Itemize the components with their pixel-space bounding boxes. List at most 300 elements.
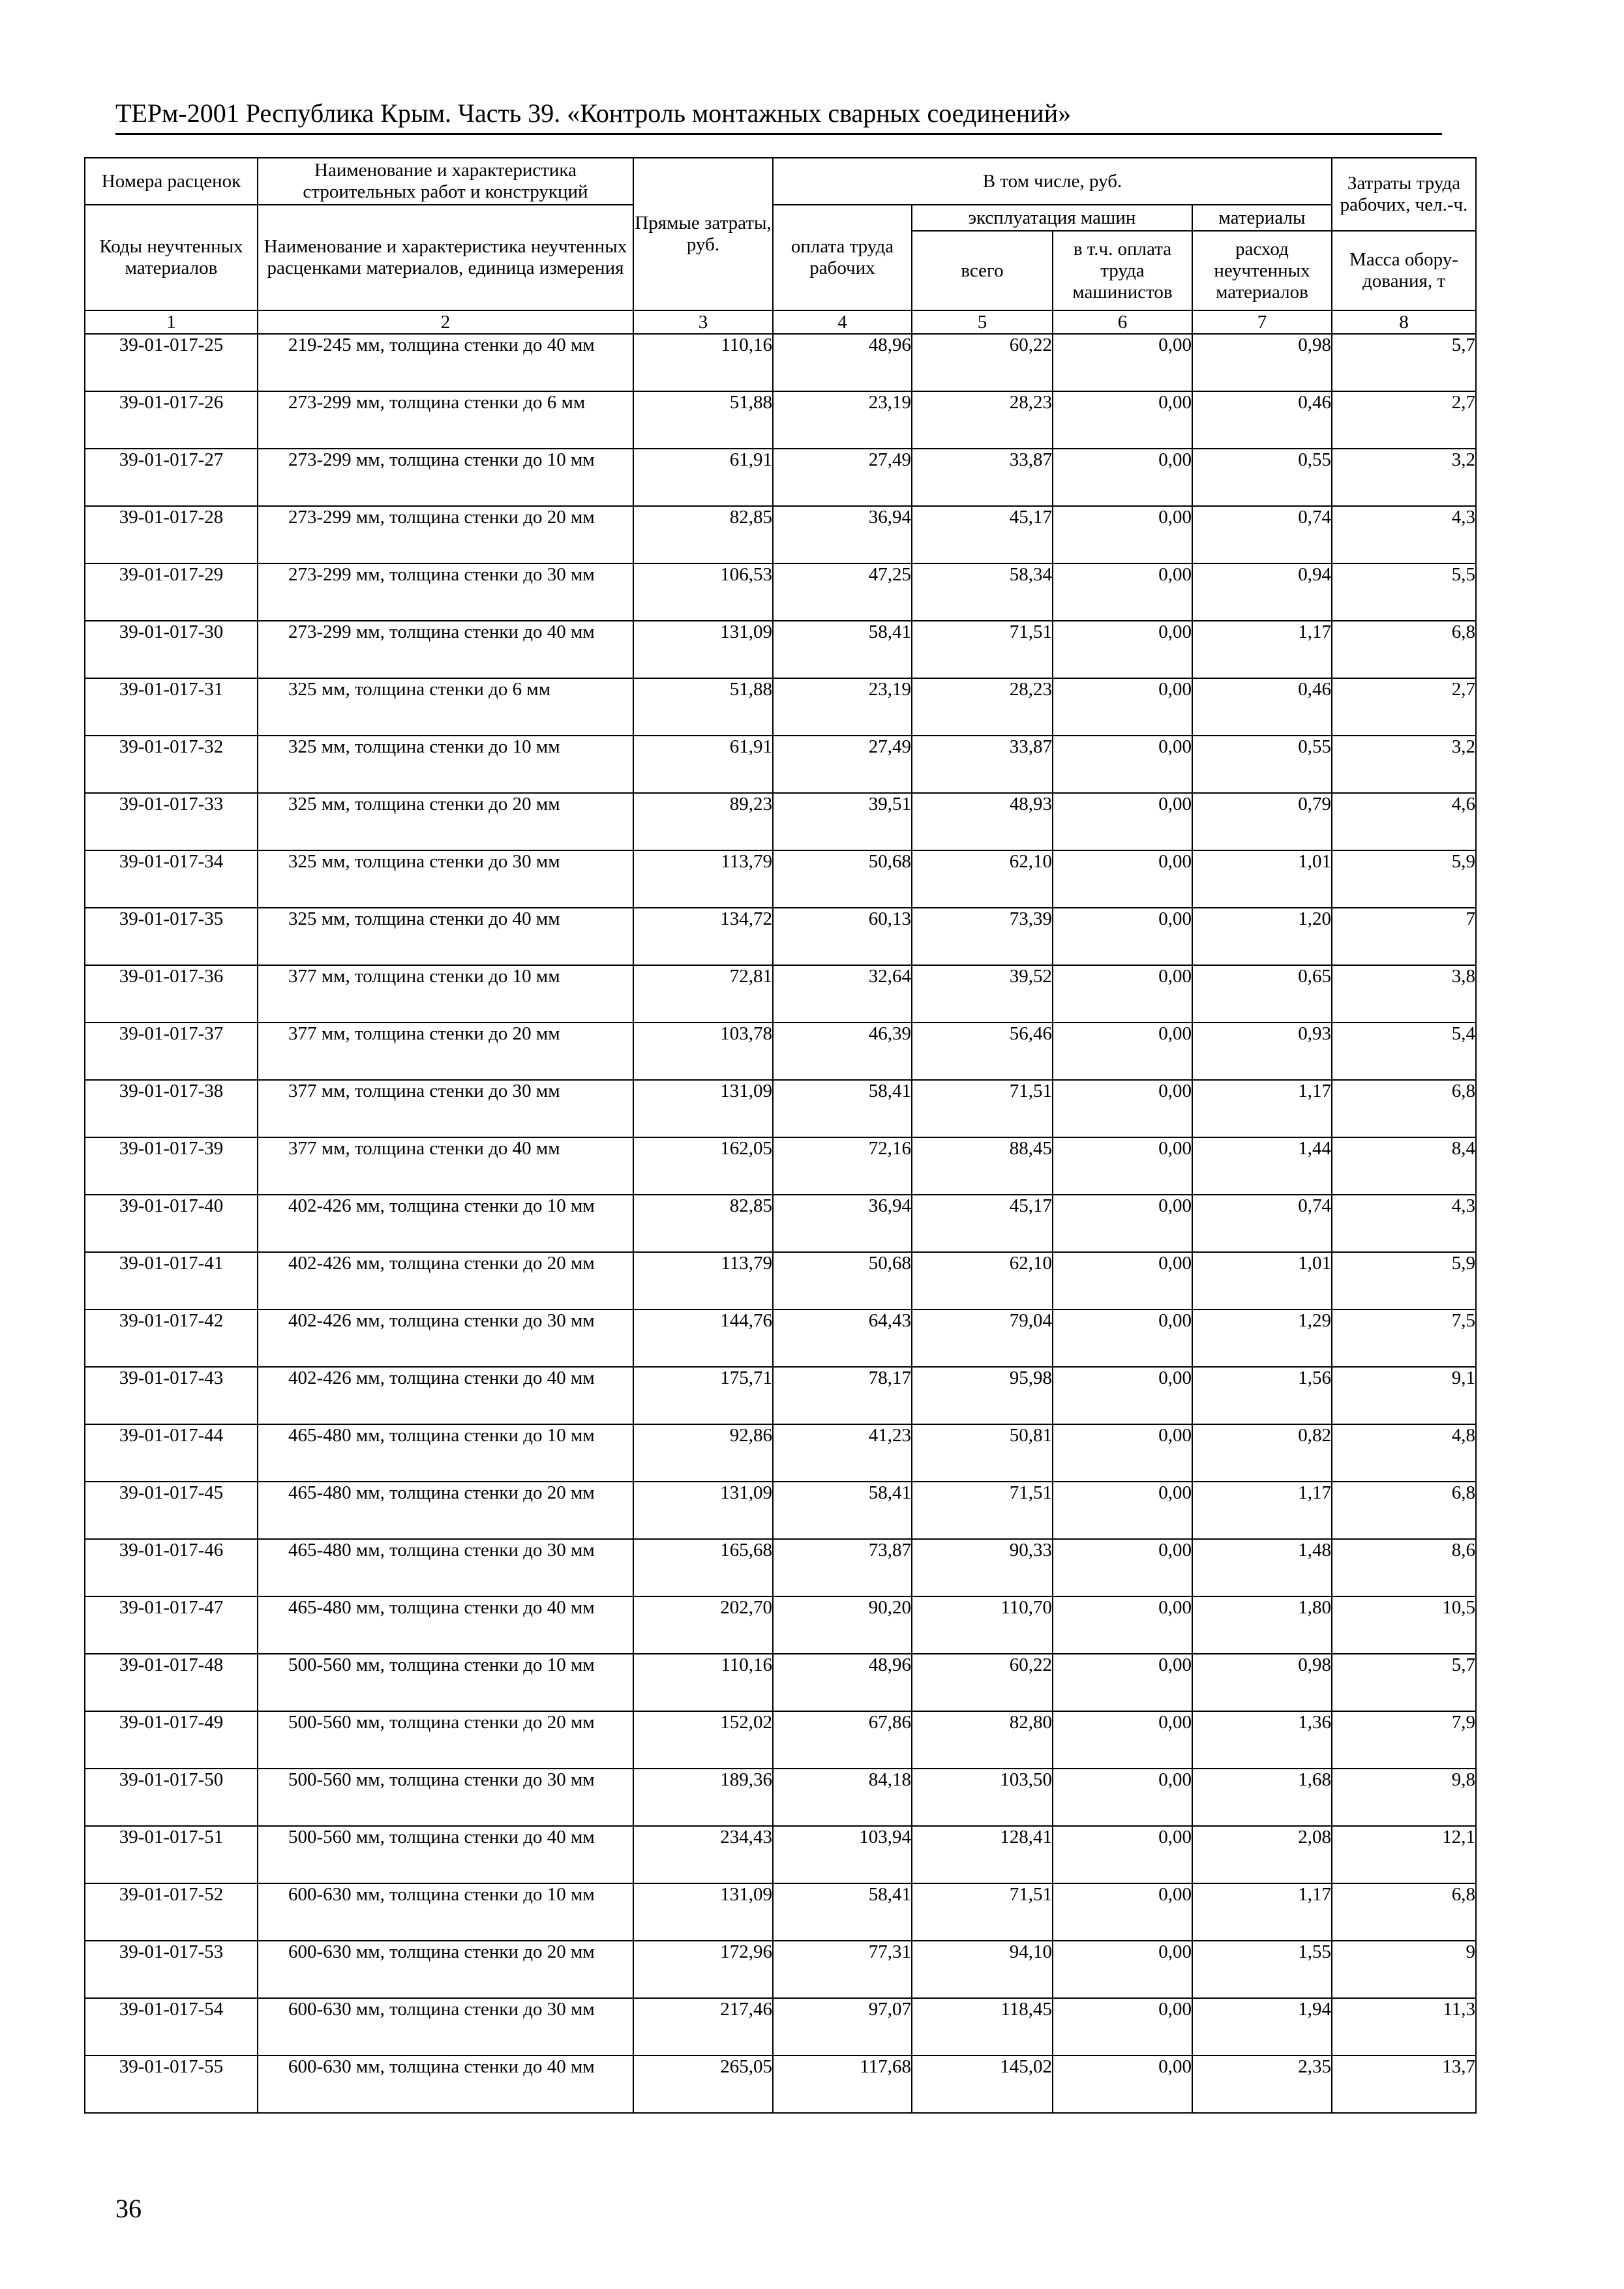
wages-cell: 58,41 <box>773 621 912 678</box>
rate-code-cell: 39-01-017-27 <box>85 449 258 506</box>
direct-costs-cell: 82,85 <box>633 1195 773 1252</box>
machine-operation-cell: 118,45 <box>912 1998 1053 2056</box>
labor-costs-cell: 10,5 <box>1332 1596 1476 1654</box>
work-description-text: 600-630 мм, толщина стенки до 20 мм <box>288 1941 595 1962</box>
labor-costs-cell: 5,5 <box>1332 563 1476 621</box>
rate-code-cell: 39-01-017-54 <box>85 1998 258 2056</box>
table-row <box>85 1883 1476 1941</box>
materials-cell: 1,36 <box>1192 1711 1332 1769</box>
rate-code-cell: 39-01-017-35 <box>85 908 258 965</box>
direct-costs-cell: 51,88 <box>633 678 773 736</box>
work-description-text: 377 мм, толщина стенки до 20 мм <box>288 1023 560 1044</box>
table-row <box>85 965 1476 1023</box>
labor-costs-cell: 13,7 <box>1332 2056 1476 2113</box>
column-number: 6 <box>1053 310 1192 334</box>
materials-cell: 0,79 <box>1192 793 1332 850</box>
work-description-text: 465-480 мм, толщина стенки до 40 мм <box>288 1597 595 1618</box>
labor-costs-cell: 5,9 <box>1332 1252 1476 1309</box>
header-material-codes: Коды неучтенных материалов <box>85 205 258 310</box>
labor-costs-cell: 4,3 <box>1332 506 1476 563</box>
wages-cell: 47,25 <box>773 563 912 621</box>
wages-cell: 77,31 <box>773 1941 912 1998</box>
work-description-cell <box>258 1769 633 1826</box>
work-description-text: 377 мм, толщина стенки до 40 мм <box>288 1138 560 1159</box>
machine-operation-cell: 71,51 <box>912 1482 1053 1539</box>
machine-wages-cell: 0,00 <box>1053 1309 1192 1367</box>
work-description-text: 273-299 мм, толщина стенки до 6 мм <box>288 392 586 413</box>
table-row <box>85 621 1476 678</box>
rate-code-cell: 39-01-017-37 <box>85 1023 258 1080</box>
wages-cell: 97,07 <box>773 1998 912 2056</box>
wages-cell: 23,19 <box>773 678 912 736</box>
machine-operation-cell: 45,17 <box>912 1195 1053 1252</box>
labor-costs-cell: 6,8 <box>1332 1883 1476 1941</box>
labor-costs-cell: 6,8 <box>1332 621 1476 678</box>
rate-code-cell: 39-01-017-26 <box>85 391 258 449</box>
column-number: 2 <box>258 310 633 334</box>
wages-cell: 46,39 <box>773 1023 912 1080</box>
rate-code-cell: 39-01-017-32 <box>85 736 258 793</box>
machine-operation-cell: 82,80 <box>912 1711 1053 1769</box>
materials-cell: 0,46 <box>1192 391 1332 449</box>
wages-cell: 58,41 <box>773 1482 912 1539</box>
work-description-text: 500-560 мм, толщина стенки до 40 мм <box>288 1827 595 1848</box>
rate-code-cell: 39-01-017-42 <box>85 1309 258 1367</box>
labor-costs-cell: 7 <box>1332 908 1476 965</box>
wages-cell: 84,18 <box>773 1769 912 1826</box>
labor-costs-cell: 2,7 <box>1332 678 1476 736</box>
rate-code-cell: 39-01-017-46 <box>85 1539 258 1596</box>
table-row <box>85 908 1476 965</box>
table-row <box>85 449 1476 506</box>
materials-cell: 1,94 <box>1192 1998 1332 2056</box>
labor-costs-cell: 12,1 <box>1332 1826 1476 1883</box>
rate-code-cell: 39-01-017-38 <box>85 1080 258 1137</box>
labor-costs-cell: 3,8 <box>1332 965 1476 1023</box>
table-row <box>85 1023 1476 1080</box>
direct-costs-cell: 172,96 <box>633 1941 773 1998</box>
direct-costs-cell: 92,86 <box>633 1424 773 1482</box>
work-description-text: 465-480 мм, толщина стенки до 30 мм <box>288 1540 595 1561</box>
wages-cell: 48,96 <box>773 1654 912 1711</box>
work-description-cell <box>258 1424 633 1482</box>
machine-operation-cell: 110,70 <box>912 1596 1053 1654</box>
labor-costs-cell: 5,9 <box>1332 850 1476 908</box>
machine-operation-cell: 128,41 <box>912 1826 1053 1883</box>
header-wages: оплата труда рабочих <box>773 205 912 310</box>
table-row <box>85 1654 1476 1711</box>
labor-costs-cell: 5,7 <box>1332 1654 1476 1711</box>
machine-operation-cell: 62,10 <box>912 1252 1053 1309</box>
wages-cell: 58,41 <box>773 1883 912 1941</box>
direct-costs-cell: 61,91 <box>633 736 773 793</box>
table-row <box>85 1137 1476 1195</box>
labor-costs-cell: 9,1 <box>1332 1367 1476 1424</box>
wages-cell: 103,94 <box>773 1826 912 1883</box>
wages-cell: 27,49 <box>773 449 912 506</box>
machine-wages-cell: 0,00 <box>1053 1998 1192 2056</box>
wages-cell: 117,68 <box>773 2056 912 2113</box>
machine-wages-cell: 0,00 <box>1053 850 1192 908</box>
materials-cell: 1,01 <box>1192 850 1332 908</box>
direct-costs-cell: 217,46 <box>633 1998 773 2056</box>
machine-wages-cell: 0,00 <box>1053 1826 1192 1883</box>
materials-cell: 1,68 <box>1192 1769 1332 1826</box>
direct-costs-cell: 103,78 <box>633 1023 773 1080</box>
table-row <box>85 1252 1476 1309</box>
header-machine-wages: в т.ч. оплата труда машинистов <box>1053 231 1192 310</box>
work-description-cell <box>258 1883 633 1941</box>
work-description-text: 500-560 мм, толщина стенки до 20 мм <box>288 1712 595 1733</box>
work-description-text: 325 мм, толщина стенки до 40 мм <box>288 908 560 929</box>
rate-code-cell: 39-01-017-55 <box>85 2056 258 2113</box>
machine-wages-cell: 0,00 <box>1053 1711 1192 1769</box>
labor-costs-cell: 6,8 <box>1332 1482 1476 1539</box>
table-row <box>85 793 1476 850</box>
direct-costs-cell: 51,88 <box>633 391 773 449</box>
column-number: 7 <box>1192 310 1332 334</box>
machine-wages-cell: 0,00 <box>1053 1367 1192 1424</box>
machine-wages-cell: 0,00 <box>1053 563 1192 621</box>
rate-code-cell: 39-01-017-39 <box>85 1137 258 1195</box>
machine-wages-cell: 0,00 <box>1053 1596 1192 1654</box>
materials-cell: 2,08 <box>1192 1826 1332 1883</box>
work-description-cell <box>258 850 633 908</box>
rate-code-cell: 39-01-017-41 <box>85 1252 258 1309</box>
direct-costs-cell: 265,05 <box>633 2056 773 2113</box>
work-description-cell <box>258 1195 633 1252</box>
work-description-text: 600-630 мм, толщина стенки до 30 мм <box>288 1999 595 2020</box>
work-description-cell <box>258 1998 633 2056</box>
wages-cell: 41,23 <box>773 1424 912 1482</box>
direct-costs-cell: 131,09 <box>633 1080 773 1137</box>
work-description-text: 377 мм, толщина стенки до 10 мм <box>288 966 560 987</box>
machine-operation-cell: 79,04 <box>912 1309 1053 1367</box>
work-description-text: 402-426 мм, толщина стенки до 20 мм <box>288 1253 595 1274</box>
work-description-cell <box>258 678 633 736</box>
machine-operation-cell: 71,51 <box>912 1883 1053 1941</box>
work-description-cell <box>258 334 633 391</box>
table-row <box>85 1195 1476 1252</box>
work-description-text: 325 мм, толщина стенки до 6 мм <box>288 679 551 700</box>
work-description-text: 402-426 мм, толщина стенки до 40 мм <box>288 1368 595 1388</box>
labor-costs-cell: 11,3 <box>1332 1998 1476 2056</box>
work-description-text: 465-480 мм, толщина стенки до 20 мм <box>288 1482 595 1503</box>
machine-wages-cell: 0,00 <box>1053 391 1192 449</box>
materials-cell: 1,17 <box>1192 621 1332 678</box>
rate-code-cell: 39-01-017-51 <box>85 1826 258 1883</box>
machine-operation-cell: 33,87 <box>912 736 1053 793</box>
work-description-text: 273-299 мм, толщина стенки до 40 мм <box>288 621 595 642</box>
work-description-text: 273-299 мм, толщина стенки до 30 мм <box>288 564 595 585</box>
work-description-text: 465-480 мм, толщина стенки до 10 мм <box>288 1425 595 1446</box>
machine-operation-cell: 88,45 <box>912 1137 1053 1195</box>
rate-code-cell: 39-01-017-34 <box>85 850 258 908</box>
wages-cell: 72,16 <box>773 1137 912 1195</box>
work-description-cell <box>258 391 633 449</box>
work-description-cell <box>258 2056 633 2113</box>
direct-costs-cell: 175,71 <box>633 1367 773 1424</box>
work-description-cell <box>258 1252 633 1309</box>
materials-cell: 0,94 <box>1192 563 1332 621</box>
work-description-cell <box>258 621 633 678</box>
machine-wages-cell: 0,00 <box>1053 908 1192 965</box>
machine-operation-cell: 103,50 <box>912 1769 1053 1826</box>
materials-cell: 0,98 <box>1192 334 1332 391</box>
wages-cell: 78,17 <box>773 1367 912 1424</box>
work-description-cell <box>258 1826 633 1883</box>
machine-operation-cell: 60,22 <box>912 1654 1053 1711</box>
labor-costs-cell: 3,2 <box>1332 449 1476 506</box>
work-description-cell <box>258 449 633 506</box>
work-description-cell <box>258 736 633 793</box>
rate-code-cell: 39-01-017-52 <box>85 1883 258 1941</box>
direct-costs-cell: 165,68 <box>633 1539 773 1596</box>
table-row <box>85 391 1476 449</box>
rate-code-cell: 39-01-017-33 <box>85 793 258 850</box>
work-description-text: 325 мм, толщина стенки до 20 мм <box>288 794 560 815</box>
direct-costs-cell: 61,91 <box>633 449 773 506</box>
header-materials-consumption: расход неучтенных материалов <box>1192 231 1332 310</box>
wages-cell: 50,68 <box>773 1252 912 1309</box>
table-row <box>85 1596 1476 1654</box>
machine-wages-cell: 0,00 <box>1053 1539 1192 1596</box>
materials-cell: 1,20 <box>1192 908 1332 965</box>
machine-wages-cell: 0,00 <box>1053 1424 1192 1482</box>
rate-code-cell: 39-01-017-47 <box>85 1596 258 1654</box>
work-description-text: 377 мм, толщина стенки до 30 мм <box>288 1081 560 1101</box>
machine-wages-cell: 0,00 <box>1053 1654 1192 1711</box>
machine-operation-cell: 60,22 <box>912 334 1053 391</box>
work-description-text: 273-299 мм, толщина стенки до 10 мм <box>288 449 595 470</box>
machine-wages-cell: 0,00 <box>1053 1252 1192 1309</box>
materials-cell: 2,35 <box>1192 2056 1332 2113</box>
direct-costs-cell: 113,79 <box>633 1252 773 1309</box>
machine-wages-cell: 0,00 <box>1053 449 1192 506</box>
labor-costs-cell: 5,7 <box>1332 334 1476 391</box>
work-description-text: 500-560 мм, толщина стенки до 30 мм <box>288 1769 595 1790</box>
machine-wages-cell: 0,00 <box>1053 506 1192 563</box>
table-row <box>85 1769 1476 1826</box>
table-row <box>85 1367 1476 1424</box>
direct-costs-cell: 162,05 <box>633 1137 773 1195</box>
machine-wages-cell: 0,00 <box>1053 1883 1192 1941</box>
labor-costs-cell: 9,8 <box>1332 1769 1476 1826</box>
header-name-materials: Наименование и характеристика неучтенных расценками материалов, единица измерения <box>258 205 633 310</box>
wages-cell: 23,19 <box>773 391 912 449</box>
machine-operation-cell: 58,34 <box>912 563 1053 621</box>
machine-wages-cell: 0,00 <box>1053 965 1192 1023</box>
materials-cell: 1,80 <box>1192 1596 1332 1654</box>
work-description-cell <box>258 1596 633 1654</box>
wages-cell: 36,94 <box>773 1195 912 1252</box>
direct-costs-cell: 106,53 <box>633 563 773 621</box>
table-row <box>85 1826 1476 1883</box>
machine-operation-cell: 39,52 <box>912 965 1053 1023</box>
labor-costs-cell: 4,3 <box>1332 1195 1476 1252</box>
header-machine-total: всего <box>912 231 1053 310</box>
direct-costs-cell: 202,70 <box>633 1596 773 1654</box>
labor-costs-cell: 4,8 <box>1332 1424 1476 1482</box>
work-description-cell <box>258 1080 633 1137</box>
materials-cell: 1,48 <box>1192 1539 1332 1596</box>
machine-wages-cell: 0,00 <box>1053 736 1192 793</box>
table-row <box>85 506 1476 563</box>
work-description-text: 600-630 мм, толщина стенки до 10 мм <box>288 1884 595 1905</box>
direct-costs-cell: 89,23 <box>633 793 773 850</box>
materials-cell: 0,74 <box>1192 1195 1332 1252</box>
machine-wages-cell: 0,00 <box>1053 334 1192 391</box>
machine-operation-cell: 71,51 <box>912 621 1053 678</box>
table-row <box>85 1309 1476 1367</box>
machine-operation-cell: 45,17 <box>912 506 1053 563</box>
work-description-cell <box>258 1023 633 1080</box>
labor-costs-cell: 8,6 <box>1332 1539 1476 1596</box>
header-rate-numbers: Номера расценок <box>85 158 258 205</box>
work-description-text: 500-560 мм, толщина стенки до 10 мм <box>288 1654 595 1675</box>
document-title: ТЕРм-2001 Республика Крым. Часть 39. «Контроль монтажных сварных соединений» <box>115 98 1072 128</box>
direct-costs-cell: 152,02 <box>633 1711 773 1769</box>
materials-cell: 0,55 <box>1192 449 1332 506</box>
work-description-text: 325 мм, толщина стенки до 10 мм <box>288 736 560 757</box>
direct-costs-cell: 72,81 <box>633 965 773 1023</box>
work-description-text: 600-630 мм, толщина стенки до 40 мм <box>288 2056 595 2077</box>
materials-cell: 0,55 <box>1192 736 1332 793</box>
header-direct-costs: Прямые затраты, руб. <box>633 158 773 310</box>
machine-operation-cell: 28,23 <box>912 391 1053 449</box>
machine-operation-cell: 73,39 <box>912 908 1053 965</box>
work-description-cell <box>258 1482 633 1539</box>
column-number: 1 <box>85 310 258 334</box>
work-description-text: 273-299 мм, толщина стенки до 20 мм <box>288 507 595 528</box>
direct-costs-cell: 131,09 <box>633 1482 773 1539</box>
labor-costs-cell: 9 <box>1332 1941 1476 1998</box>
machine-wages-cell: 0,00 <box>1053 1195 1192 1252</box>
wages-cell: 50,68 <box>773 850 912 908</box>
materials-cell: 1,56 <box>1192 1367 1332 1424</box>
header-name-works: Наименование и характеристика строительных работ и конструкций <box>258 158 633 205</box>
rate-code-cell: 39-01-017-49 <box>85 1711 258 1769</box>
machine-wages-cell: 0,00 <box>1053 621 1192 678</box>
table-body <box>85 334 1476 2113</box>
direct-costs-cell: 110,16 <box>633 1654 773 1711</box>
machine-operation-cell: 33,87 <box>912 449 1053 506</box>
machine-wages-cell: 0,00 <box>1053 1482 1192 1539</box>
direct-costs-cell: 134,72 <box>633 908 773 965</box>
rate-code-cell: 39-01-017-45 <box>85 1482 258 1539</box>
table-row <box>85 850 1476 908</box>
header-including: В том числе, руб. <box>773 158 1332 205</box>
direct-costs-cell: 131,09 <box>633 621 773 678</box>
column-number: 3 <box>633 310 773 334</box>
work-description-text: 219-245 мм, толщина стенки до 40 мм <box>288 335 595 355</box>
materials-cell: 0,93 <box>1192 1023 1332 1080</box>
work-description-cell <box>258 965 633 1023</box>
table-row <box>85 1482 1476 1539</box>
work-description-cell <box>258 563 633 621</box>
rate-code-cell: 39-01-017-29 <box>85 563 258 621</box>
title-rule <box>115 133 1442 135</box>
column-number: 4 <box>773 310 912 334</box>
direct-costs-cell: 189,36 <box>633 1769 773 1826</box>
materials-cell: 0,74 <box>1192 506 1332 563</box>
work-description-cell <box>258 1309 633 1367</box>
table-row <box>85 1941 1476 1998</box>
labor-costs-cell: 7,9 <box>1332 1711 1476 1769</box>
rates-table <box>84 157 1477 2114</box>
labor-costs-cell: 7,5 <box>1332 1309 1476 1367</box>
wages-cell: 27,49 <box>773 736 912 793</box>
rate-code-cell: 39-01-017-50 <box>85 1769 258 1826</box>
direct-costs-cell: 131,09 <box>633 1883 773 1941</box>
work-description-cell <box>258 1539 633 1596</box>
machine-operation-cell: 95,98 <box>912 1367 1053 1424</box>
materials-cell: 0,82 <box>1192 1424 1332 1482</box>
wages-cell: 90,20 <box>773 1596 912 1654</box>
table-row <box>85 736 1476 793</box>
wages-cell: 39,51 <box>773 793 912 850</box>
materials-cell: 1,17 <box>1192 1482 1332 1539</box>
machine-operation-cell: 56,46 <box>912 1023 1053 1080</box>
wages-cell: 67,86 <box>773 1711 912 1769</box>
work-description-cell <box>258 1137 633 1195</box>
rate-code-cell: 39-01-017-28 <box>85 506 258 563</box>
machine-wages-cell: 0,00 <box>1053 1769 1192 1826</box>
wages-cell: 36,94 <box>773 506 912 563</box>
work-description-cell <box>258 506 633 563</box>
labor-costs-cell: 5,4 <box>1332 1023 1476 1080</box>
wages-cell: 48,96 <box>773 334 912 391</box>
rate-code-cell: 39-01-017-44 <box>85 1424 258 1482</box>
table-row <box>85 1080 1476 1137</box>
direct-costs-cell: 82,85 <box>633 506 773 563</box>
work-description-cell <box>258 793 633 850</box>
work-description-text: 402-426 мм, толщина стенки до 30 мм <box>288 1310 595 1331</box>
table-row <box>85 1539 1476 1596</box>
table-row <box>85 334 1476 391</box>
table-row <box>85 1424 1476 1482</box>
machine-wages-cell: 0,00 <box>1053 1023 1192 1080</box>
wages-cell: 64,43 <box>773 1309 912 1367</box>
table-row <box>85 2056 1476 2113</box>
work-description-cell <box>258 1711 633 1769</box>
rate-code-cell: 39-01-017-30 <box>85 621 258 678</box>
machine-operation-cell: 62,10 <box>912 850 1053 908</box>
work-description-cell <box>258 1654 633 1711</box>
materials-cell: 0,46 <box>1192 678 1332 736</box>
materials-cell: 1,01 <box>1192 1252 1332 1309</box>
materials-cell: 1,17 <box>1192 1080 1332 1137</box>
direct-costs-cell: 234,43 <box>633 1826 773 1883</box>
machine-operation-cell: 50,81 <box>912 1424 1053 1482</box>
machine-operation-cell: 48,93 <box>912 793 1053 850</box>
work-description-text: 325 мм, толщина стенки до 30 мм <box>288 851 560 872</box>
column-numbers-row <box>85 310 1476 334</box>
work-description-text: 402-426 мм, толщина стенки до 10 мм <box>288 1195 595 1216</box>
labor-costs-cell: 8,4 <box>1332 1137 1476 1195</box>
wages-cell: 32,64 <box>773 965 912 1023</box>
rate-code-cell: 39-01-017-53 <box>85 1941 258 1998</box>
rate-code-cell: 39-01-017-36 <box>85 965 258 1023</box>
machine-operation-cell: 94,10 <box>912 1941 1053 1998</box>
materials-cell: 0,65 <box>1192 965 1332 1023</box>
materials-cell: 0,98 <box>1192 1654 1332 1711</box>
rate-code-cell: 39-01-017-43 <box>85 1367 258 1424</box>
machine-wages-cell: 0,00 <box>1053 1080 1192 1137</box>
machine-wages-cell: 0,00 <box>1053 793 1192 850</box>
labor-costs-cell: 4,6 <box>1332 793 1476 850</box>
rate-code-cell: 39-01-017-31 <box>85 678 258 736</box>
